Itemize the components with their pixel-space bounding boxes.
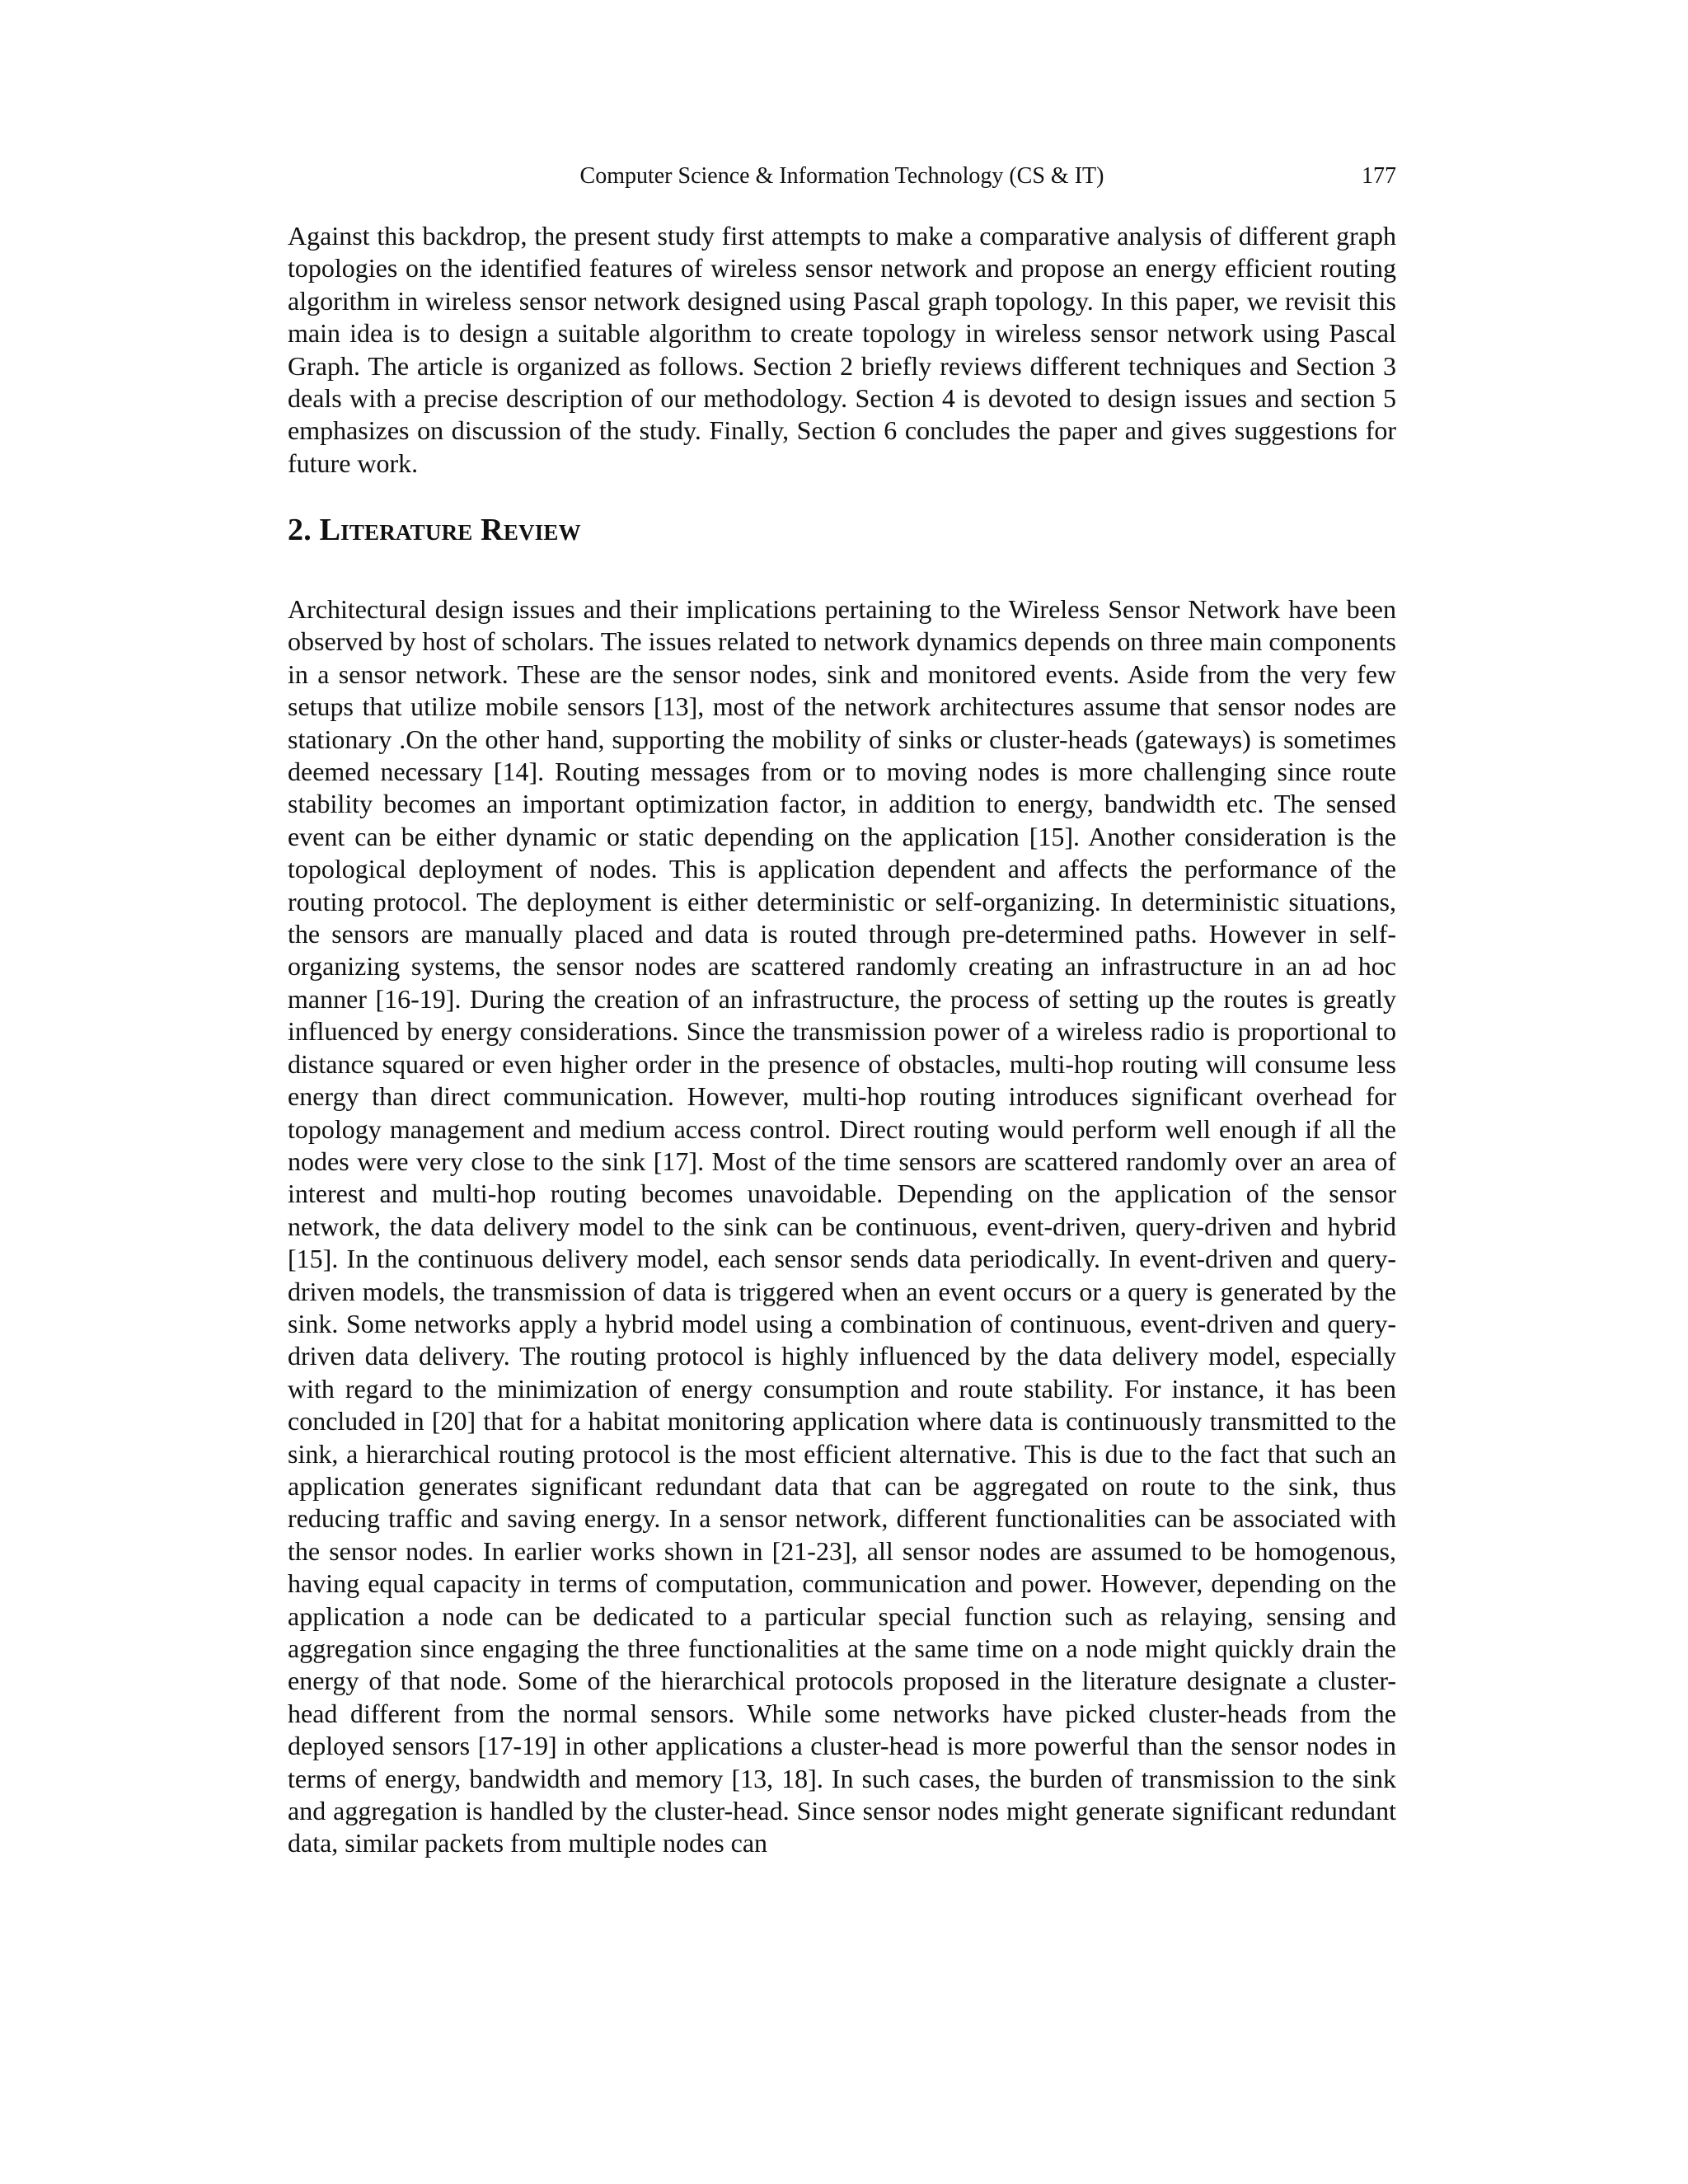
intro-paragraph: Against this backdrop, the present study first attempts to make a comparative analysis of different graph topologies on the identified features of wireless sensor network and propose an energy efficient routing algorithm in wireless sensor network designed using Pascal graph topology. In this paper, we revisit this main idea is to design a suitable algorithm to create topology in wireless sensor network using Pascal Graph. The article is organized as follows. Section 2 briefly reviews different techniques and Section 3 deals with a precise description of our methodology. Section 4 is devoted to design issues and section 5 emphasizes on discussion of the study. Finally, Section 6 concludes the paper and gives suggestions for future work. (288, 221, 1396, 478)
section-heading: 2. Literature Review (288, 513, 581, 547)
page-number: 177 (1362, 163, 1396, 189)
running-title: Computer Science & Information Technology (CS & IT) (579, 163, 1104, 189)
paper-page (288, 0, 1396, 2184)
literature-review-paragraph: Architectural design issues and their implications pertaining to the Wireless Sensor Network have been observed by host of scholars. The issues related to network dynamics depends on three main components in a sensor network. These are the sensor nodes, sink and monitored events. Aside from the very few setups that utilize mobile sensors [13], most of the network architectures assume that sensor nodes are stationary .On the other hand, supporting the mobility of sinks or cluster-heads (gateways) is sometimes deemed necessary [14]. Routing messages from or to moving nodes is more challenging since route stability becomes an important optimization factor, in addition to energy, bandwidth etc. The sensed event can be either dynamic or static depending on the application [15]. Another consideration is the topological deployment of nodes. This is application dependent and affects the performance of the routing protocol. The deployment is either deterministic or self-organizing. In deterministic situations, the sensors are manually placed and data is routed through pre-determined paths. However in self-organizing systems, the sensor nodes are scattered randomly creating an infrastructure in an ad hoc manner [16-19]. During the creation of an infrastructure, the process of setting up the routes is greatly influenced by energy considerations. Since the transmission power of a wireless radio is proportional to distance squared or even higher order in the presence of obstacles, multi-hop routing will consume less energy than direct communication. However, multi-hop routing introduces significant overhead for topology management and medium access control. Direct routing would perform well enough if all the nodes were very close to the sink [17]. Most of the time sensors are scattered randomly over an area of interest and multi-hop routing becomes unavoidable. Depending on the application of the sensor network, the data delivery model to the sink can be continuous, event-driven, query-driven and hybrid [15]. In the continuous delivery model, each sensor sends data periodically. In event-driven and query-driven models, the transmission of data is triggered when an event occurs or a query is generated by the sink. Some networks apply a hybrid model using a combination of continuous, event-driven and query-driven data delivery. The routing protocol is highly influenced by the data delivery model, especially with regard to the minimization of energy consumption and route stability. For instance, it has been concluded in [20] that for a habitat monitoring application where data is continuously transmitted to the sink, a hierarchical routing protocol is the most efficient alternative. This is due to the fact that such an application generates significant redundant data that can be aggregated on route to the sink, thus reducing traffic and saving energy. In a sensor network, different functionalities can be associated with the sensor nodes. In earlier works shown in [21-23], all sensor nodes are assumed to be homogenous, having equal capacity in terms of computation, communication and power. However, depending on the application a node can be dedicated to a particular special function such as relaying, sensing and aggregation since engaging the three functionalities at the same time on a node might quickly drain the energy of that node. Some of the hierarchical protocols proposed in the literature designate a cluster-head different from the normal sensors. While some networks have picked cluster-heads from the deployed sensors [17-19] in other applications a cluster-head is more powerful than the sensor nodes in terms of energy, bandwidth and memory [13, 18]. In such cases, the burden of transmission to the sink and aggregation is handled by the cluster-head. Since sensor nodes might generate significant redundant data, similar packets from multiple nodes can (288, 594, 1396, 1858)
running-header (288, 160, 1396, 193)
